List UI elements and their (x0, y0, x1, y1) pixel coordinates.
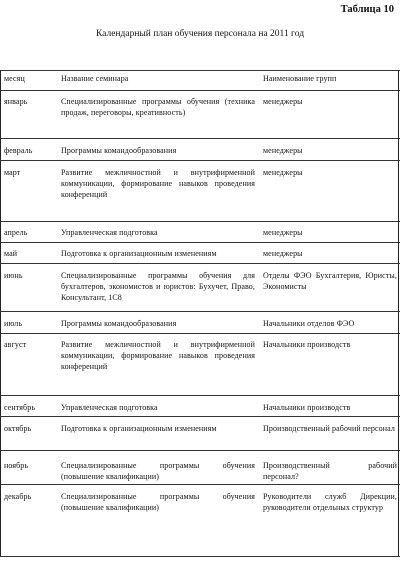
header-topic: Название семинара (61, 74, 129, 83)
row-audience: менеджеры (263, 146, 303, 155)
table-rule (0, 556, 400, 557)
header-month: месяц (4, 74, 25, 83)
row-audience: Отделы ФЭО Бухгалтерия, Юристы, Экономисты (263, 271, 397, 291)
table-rule (0, 416, 400, 417)
row-month: апрель (4, 228, 28, 237)
row-month: январь (4, 97, 28, 106)
row-month: март (4, 168, 21, 177)
row-topic: Программы командообразования (61, 146, 177, 155)
row-audience: менеджеры (263, 168, 303, 177)
row-topic: Управленческая подготовка (61, 228, 158, 237)
table-rule (0, 160, 400, 161)
page-title: Календарный план обучения персонала на 2011 год (95, 29, 305, 39)
row-audience: Производственный рабочий персонал (263, 424, 395, 433)
row-audience: менеджеры (263, 228, 303, 237)
row-topic: Развитие межличностной и внутрифирменной коммуникации, формирование навыков проведения конференций (61, 168, 255, 199)
table-rule (0, 311, 400, 312)
table-rule (0, 138, 400, 139)
row-audience: Начальники отделов ФЭО (263, 319, 355, 328)
row-topic: Подготовка к организационным изменениям (61, 249, 217, 258)
table-rule (0, 221, 400, 222)
table-rule (0, 450, 400, 451)
row-month: ноябрь (4, 461, 29, 470)
row-topic: Подготовка к организационным изменениям (61, 424, 217, 433)
row-audience: Начальники производств (263, 340, 351, 349)
row-topic: Управленческая подготовка (61, 403, 158, 412)
row-month: июль (4, 319, 23, 328)
table-rule (0, 484, 400, 485)
table-rule (0, 70, 400, 71)
table-rule (0, 90, 400, 91)
row-audience: Производственный рабочий персонал? (263, 461, 397, 481)
row-topic: Специализированные программы обучения для бухгалтеров, экономистов и юристов: Бухучет, Право, Консультант, 1С8 (61, 271, 255, 302)
row-topic: Специализированные программы обучения (техника продаж, переговоры, креативность) (61, 97, 255, 117)
table-rule (0, 395, 400, 396)
row-topic: Специализированные программы обучения (повышение квалификации) (61, 461, 255, 481)
row-audience: Руководители служб Дирекции, руководители отдельных структур (263, 492, 397, 512)
header-audience: Наименование групп (263, 74, 337, 83)
table-number: Таблица 10 (340, 4, 394, 15)
row-audience: менеджеры (263, 97, 303, 106)
table-rule (0, 242, 400, 243)
row-month: май (4, 249, 18, 258)
row-topic: Программы командообразования (61, 319, 177, 328)
row-month: август (4, 340, 27, 349)
row-month: февраль (4, 146, 33, 155)
row-month: октябрь (4, 424, 32, 433)
row-month: декабрь (4, 492, 32, 501)
table-rule (0, 263, 400, 264)
row-audience: менеджеры (263, 249, 303, 258)
row-month: июнь (4, 271, 23, 280)
row-month: сентябрь (4, 403, 36, 412)
table-rule (0, 333, 400, 334)
row-topic: Специализированные программы обучения (повышение квалификации) (61, 492, 255, 512)
row-audience: Начальники производств (263, 403, 351, 412)
row-topic: Развитие межличностной и внутрифирменной коммуникации, формирование навыков проведения конференций (61, 340, 255, 371)
